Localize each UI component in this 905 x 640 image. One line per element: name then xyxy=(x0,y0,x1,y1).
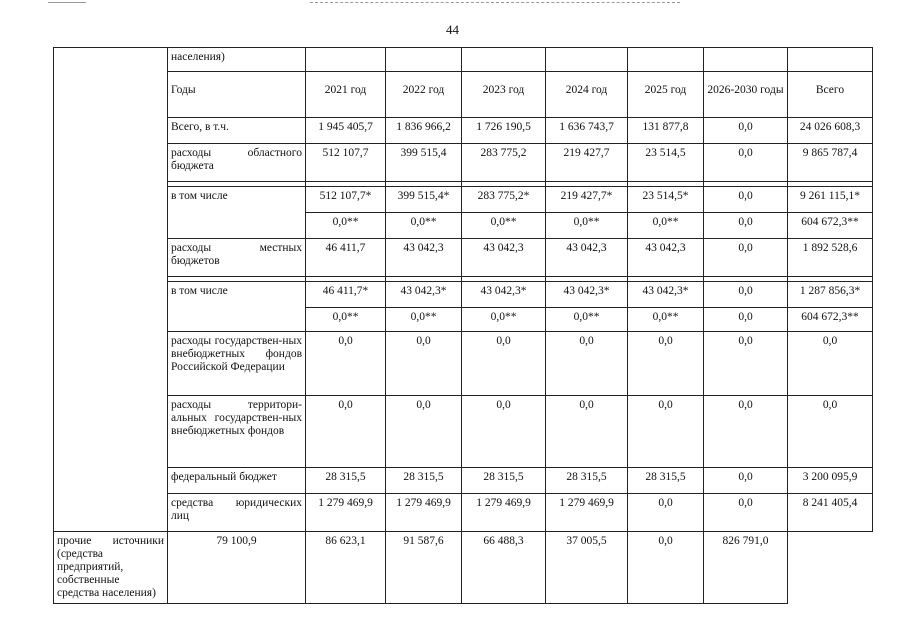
column-header: 2025 год xyxy=(628,72,704,118)
table-cell: 43 042,3* xyxy=(546,282,628,308)
table-cell: 0,0 xyxy=(788,332,873,396)
table-cell: 37 005,5 xyxy=(546,532,628,604)
table-cell: 283 775,2* xyxy=(462,187,546,213)
table-cell: 1 287 856,3* xyxy=(788,282,873,308)
table-cell: 0,0 xyxy=(628,532,704,604)
table-cell: 131 877,8 xyxy=(628,118,704,144)
table-cell: 1 279 469,9 xyxy=(306,494,386,532)
table-cell: 28 315,5 xyxy=(546,468,628,494)
table-cell: 0,0 xyxy=(462,332,546,396)
table-row xyxy=(54,494,873,532)
row-label: расходы государствен-ных внебюджетных фондов Российской Федерации xyxy=(168,332,306,396)
table-cell: 28 315,5 xyxy=(306,468,386,494)
top-rule-right xyxy=(310,2,680,3)
table-cell: 0,0 xyxy=(306,332,386,396)
table-cell: 512 107,7* xyxy=(306,187,386,213)
row-label: средства юридических лиц xyxy=(168,494,306,532)
table-cell: 1 945 405,7 xyxy=(306,118,386,144)
table-cell: 0,0 xyxy=(704,144,788,182)
table-cell: 28 315,5 xyxy=(462,468,546,494)
table-row xyxy=(54,332,873,396)
table-cell: 0,0 xyxy=(386,332,462,396)
table-cell: 604 672,3** xyxy=(788,308,873,332)
table-cell: 66 488,3 xyxy=(462,532,546,604)
row-label: расходы местных бюджетов xyxy=(168,239,306,277)
table-cell: 0,0 xyxy=(628,396,704,468)
table-cell: 43 042,3* xyxy=(386,282,462,308)
table-cell: 0,0 xyxy=(704,396,788,468)
table-cell: 0,0** xyxy=(462,308,546,332)
table-cell: 0,0** xyxy=(628,308,704,332)
budget-table xyxy=(53,47,873,604)
table-cell: 1 726 190,5 xyxy=(462,118,546,144)
table-cell: 0,0 xyxy=(628,494,704,532)
table-cell: 0,0 xyxy=(704,332,788,396)
table-row xyxy=(54,532,873,604)
table-cell: 0,0 xyxy=(704,213,788,239)
table-cell: 0,0 xyxy=(628,332,704,396)
table-cell: 43 042,3 xyxy=(462,239,546,277)
table-cell: 0,0 xyxy=(788,396,873,468)
row-label: расходы областного бюджета xyxy=(168,144,306,182)
left-empty-column xyxy=(54,48,168,532)
row-label: в том числе xyxy=(168,282,306,332)
table-cell: 826 791,0 xyxy=(704,532,788,604)
table-row xyxy=(54,282,873,308)
table-cell: 0,0 xyxy=(546,332,628,396)
table-cell: 9 865 787,4 xyxy=(788,144,873,182)
table-cell: 1 892 528,6 xyxy=(788,239,873,277)
column-header: Всего xyxy=(788,72,873,118)
table-header-row xyxy=(54,72,873,118)
table-cell: 1 279 469,9 xyxy=(546,494,628,532)
table-cell: 1 279 469,9 xyxy=(386,494,462,532)
table-row xyxy=(54,118,873,144)
table-cell: 219 427,7 xyxy=(546,144,628,182)
column-header: 2026-2030 годы xyxy=(704,72,788,118)
row-label: прочие источники (средства предприятий, собственные средства населения) xyxy=(54,532,168,604)
table-cell: 0,0** xyxy=(462,213,546,239)
table-cell: 28 315,5 xyxy=(386,468,462,494)
table-cell: 219 427,7* xyxy=(546,187,628,213)
table-cell: 0,0** xyxy=(386,213,462,239)
table-cell: 8 241 405,4 xyxy=(788,494,873,532)
table-cell: 0,0** xyxy=(546,308,628,332)
table-cell: 0,0** xyxy=(306,308,386,332)
table-cell: 24 026 608,3 xyxy=(788,118,873,144)
table-row xyxy=(54,48,873,72)
table-row xyxy=(54,187,873,213)
table-cell: 43 042,3 xyxy=(628,239,704,277)
table-cell: 1 836 966,2 xyxy=(386,118,462,144)
budget-table-body xyxy=(54,48,873,604)
table-cell: 0,0** xyxy=(628,213,704,239)
table-cell: 0,0 xyxy=(704,282,788,308)
table-cell: 0,0 xyxy=(704,187,788,213)
table-cell: 23 514,5* xyxy=(628,187,704,213)
table-row xyxy=(54,239,873,277)
table-cell: 399 515,4* xyxy=(386,187,462,213)
table-cell: 604 672,3** xyxy=(788,213,873,239)
table-cell: 0,0** xyxy=(386,308,462,332)
row-label: расходы территори-альных государствен-ных внебюджетных фондов xyxy=(168,396,306,468)
row-label: федеральный бюджет xyxy=(168,468,306,494)
table-cell: 43 042,3* xyxy=(628,282,704,308)
table-cell: 283 775,2 xyxy=(462,144,546,182)
table-cell: 43 042,3* xyxy=(462,282,546,308)
table-cell: 46 411,7 xyxy=(306,239,386,277)
table-row xyxy=(54,144,873,182)
table-row xyxy=(54,468,873,494)
table-cell: 0,0 xyxy=(306,396,386,468)
table-cell: 0,0 xyxy=(546,396,628,468)
table-cell: 0,0 xyxy=(462,396,546,468)
row-label: Всего, в т.ч. xyxy=(168,118,306,144)
top-rule-left xyxy=(48,2,86,3)
table-cell: 3 200 095,9 xyxy=(788,468,873,494)
table-cell: 512 107,7 xyxy=(306,144,386,182)
table-cell: 0,0 xyxy=(704,494,788,532)
table-cell: 0,0** xyxy=(306,213,386,239)
table-cell: 9 261 115,1* xyxy=(788,187,873,213)
table-cell: 1 279 469,9 xyxy=(462,494,546,532)
table-cell: 0,0 xyxy=(704,118,788,144)
table-cell: 86 623,1 xyxy=(306,532,386,604)
table-cell: 0,0** xyxy=(546,213,628,239)
table-cell: 43 042,3 xyxy=(546,239,628,277)
table-cell: 43 042,3 xyxy=(386,239,462,277)
page-number: 44 xyxy=(446,22,459,37)
column-header: 2022 год xyxy=(386,72,462,118)
table-cell: 28 315,5 xyxy=(628,468,704,494)
table-cell: 0,0 xyxy=(704,239,788,277)
table-cell: 91 587,6 xyxy=(386,532,462,604)
table-cell: 0,0 xyxy=(704,468,788,494)
table-cell: 1 636 743,7 xyxy=(546,118,628,144)
column-header: 2024 год xyxy=(546,72,628,118)
table-cell: 79 100,9 xyxy=(168,532,306,604)
row-label: населения) xyxy=(168,48,306,72)
table-cell: 399 515,4 xyxy=(386,144,462,182)
table-cell: 46 411,7* xyxy=(306,282,386,308)
column-header: 2023 год xyxy=(462,72,546,118)
table-cell: 23 514,5 xyxy=(628,144,704,182)
table-row xyxy=(54,396,873,468)
column-header: 2021 год xyxy=(306,72,386,118)
table-cell: 0,0 xyxy=(704,308,788,332)
row-label: в том числе xyxy=(168,187,306,239)
table-cell: 0,0 xyxy=(386,396,462,468)
column-header-years: Годы xyxy=(168,72,306,118)
